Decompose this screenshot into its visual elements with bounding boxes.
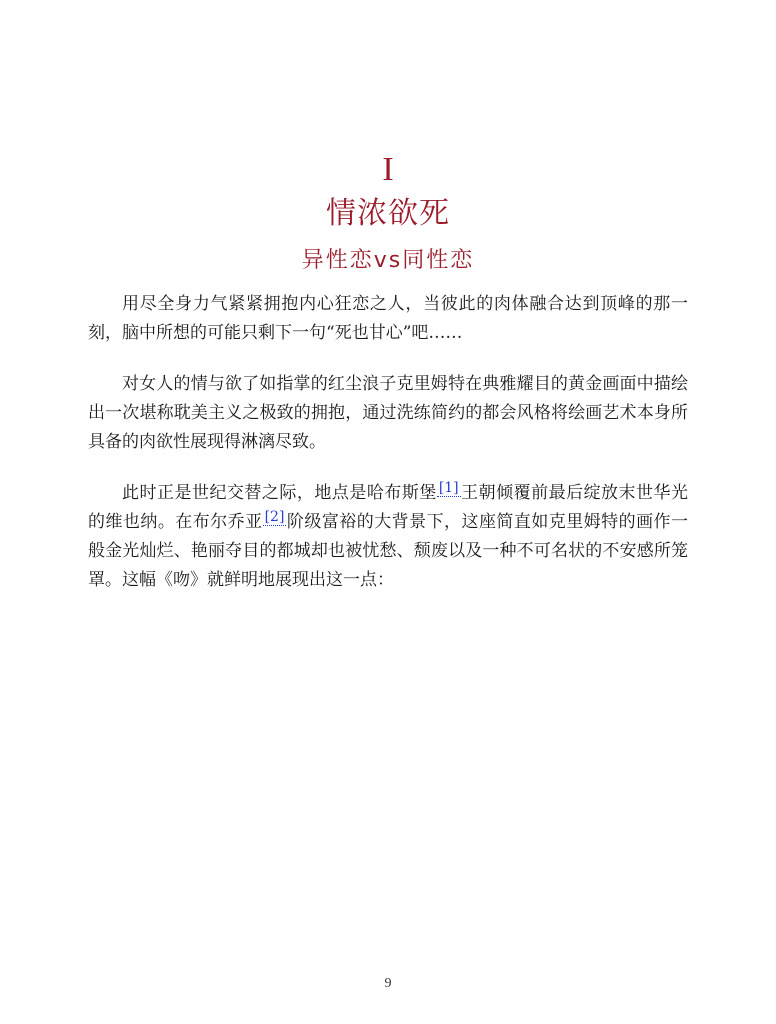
paragraph-2: 对女人的情与欲了如指掌的红尘浪子克里姆特在典雅耀目的黄金画面中描绘出一次堪称耽美主义之极致的拥抱，通过洗练简约的都会风格将绘画艺术本身所具备的肉欲性展现得淋漓尽致。 <box>88 374 688 452</box>
page-number: 9 <box>384 976 392 991</box>
chapter-header <box>0 150 776 278</box>
paragraph-3-text-part2: 王朝倾覆前最后绽放末世华光的维也纳。在布尔乔亚 <box>88 483 689 532</box>
paragraph-3 <box>88 479 688 595</box>
footnote-link-2[interactable]: [2] <box>264 509 285 525</box>
paragraph-1: 用尽全身力气紧紧拥抱内心狂恋之人，当彼此的肉体融合达到顶峰的那一刻，脑中所想的可能只剩下一句“死也甘心”吧…… <box>88 294 688 343</box>
body-text <box>88 290 688 617</box>
footnote-link-1[interactable]: [1] <box>438 480 459 496</box>
chapter-title: 情浓欲死 <box>326 196 450 231</box>
paragraph-3-text-part3: 阶级富裕的大背景下，这座简直如克里姆特的画作一般金光灿烂、艳丽夺目的都城却也被忧愁、颓废以及一种不可名状的不安感所笼罩。这幅《吻》就鲜明地展现出这一点： <box>88 512 688 590</box>
paragraph-3-text-part1: 此时正是世纪交替之际，地点是哈布斯堡 <box>122 483 437 503</box>
chapter-number: I <box>382 151 394 188</box>
chapter-subtitle: 异性恋vs同性恋 <box>301 248 475 273</box>
